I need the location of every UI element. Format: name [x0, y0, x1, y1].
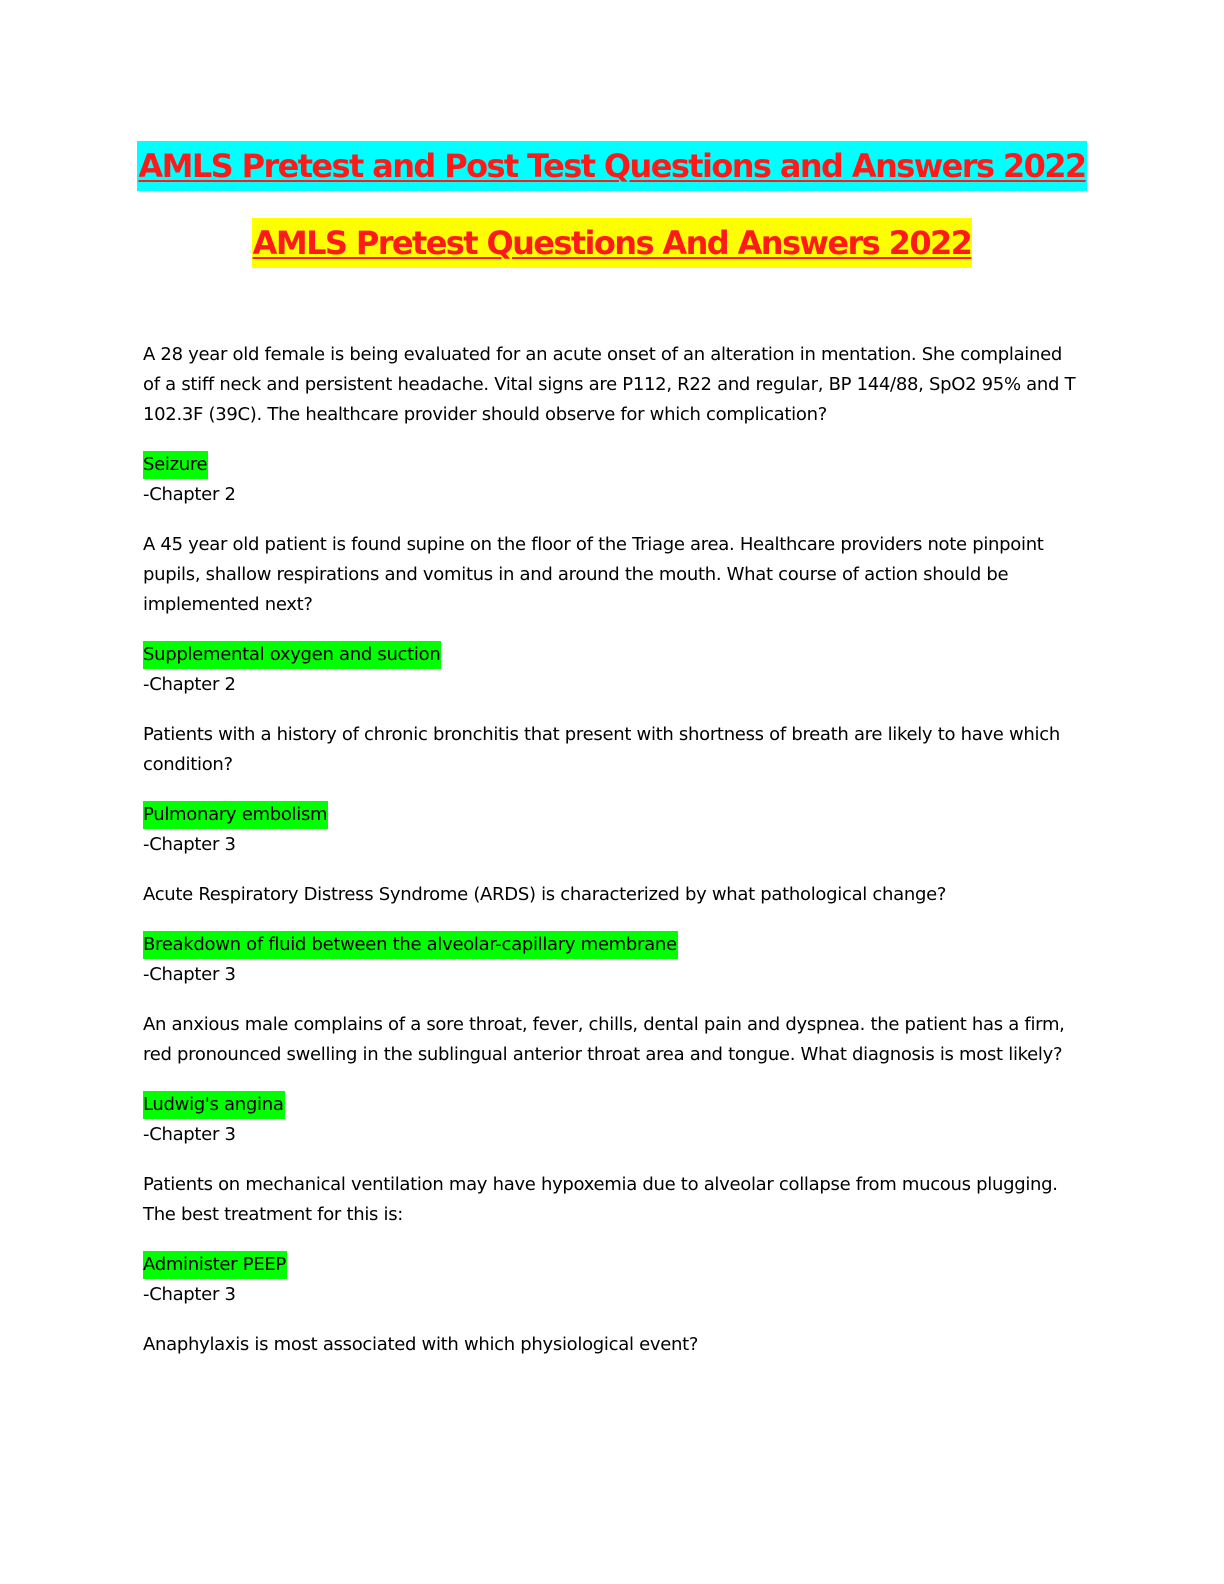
- chapter-reference: -Chapter 3: [143, 834, 236, 855]
- answer-highlight: Administer PEEP: [143, 1251, 287, 1279]
- question-text: A 45 year old patient is found supine on the floor of the Triage area. Healthcare providers note pinpoint pupils, shallow respirations and vomitus in and around the mouth. What course of action should be implemented next?: [143, 534, 1044, 615]
- qa-item: [143, 530, 1083, 700]
- chapter-reference: -Chapter 2: [143, 484, 236, 505]
- question-text: Anaphylaxis is most associated with which physiological event?: [143, 1334, 699, 1355]
- chapter-reference: -Chapter 3: [143, 964, 236, 985]
- chapter-reference: -Chapter 2: [143, 674, 236, 695]
- answer-highlight: Pulmonary embolism: [143, 801, 328, 829]
- question-text: Acute Respiratory Distress Syndrome (ARDS) is characterized by what pathological change?: [143, 884, 947, 905]
- qa-item: [143, 880, 1083, 990]
- question-text: Patients on mechanical ventilation may have hypoxemia due to alveolar collapse from mucous plugging. The best treatment for this is:: [143, 1174, 1058, 1225]
- question-text: Patients with a history of chronic bronchitis that present with shortness of breath are likely to have which condition?: [143, 724, 1060, 775]
- main-title: AMLS Pretest and Post Test Questions and Answers 2022: [137, 141, 1086, 191]
- qa-item: [143, 340, 1083, 510]
- qa-item: [143, 1330, 1083, 1360]
- main-title-row: [0, 141, 1224, 191]
- chapter-reference: -Chapter 3: [143, 1284, 236, 1305]
- qa-content: [143, 340, 1083, 1360]
- question-text: An anxious male complains of a sore throat, fever, chills, dental pain and dyspnea. the patient has a firm, red pronounced swelling in the sublingual anterior throat area and tongue. What diagnosis is most likely?: [143, 1014, 1065, 1065]
- chapter-reference: -Chapter 3: [143, 1124, 236, 1145]
- answer-highlight: Seizure: [143, 451, 208, 479]
- answer-highlight: Breakdown of fluid between the alveolar-capillary membrane: [143, 931, 678, 959]
- qa-item: [143, 720, 1083, 860]
- question-text: A 28 year old female is being evaluated for an acute onset of an alteration in mentation. She complained of a stiff neck and persistent headache. Vital signs are P112, R22 and regular, BP 144/88, SpO2 95% and T 102.3F (39C). The healthcare provider should observe for which complication?: [143, 344, 1076, 425]
- qa-item: [143, 1010, 1083, 1150]
- qa-item: [143, 1170, 1083, 1310]
- answer-highlight: Supplemental oxygen and suction: [143, 641, 441, 669]
- answer-highlight: Ludwig's angina: [143, 1091, 285, 1119]
- subtitle-row: [0, 218, 1224, 268]
- section-title: AMLS Pretest Questions And Answers 2022: [252, 218, 973, 268]
